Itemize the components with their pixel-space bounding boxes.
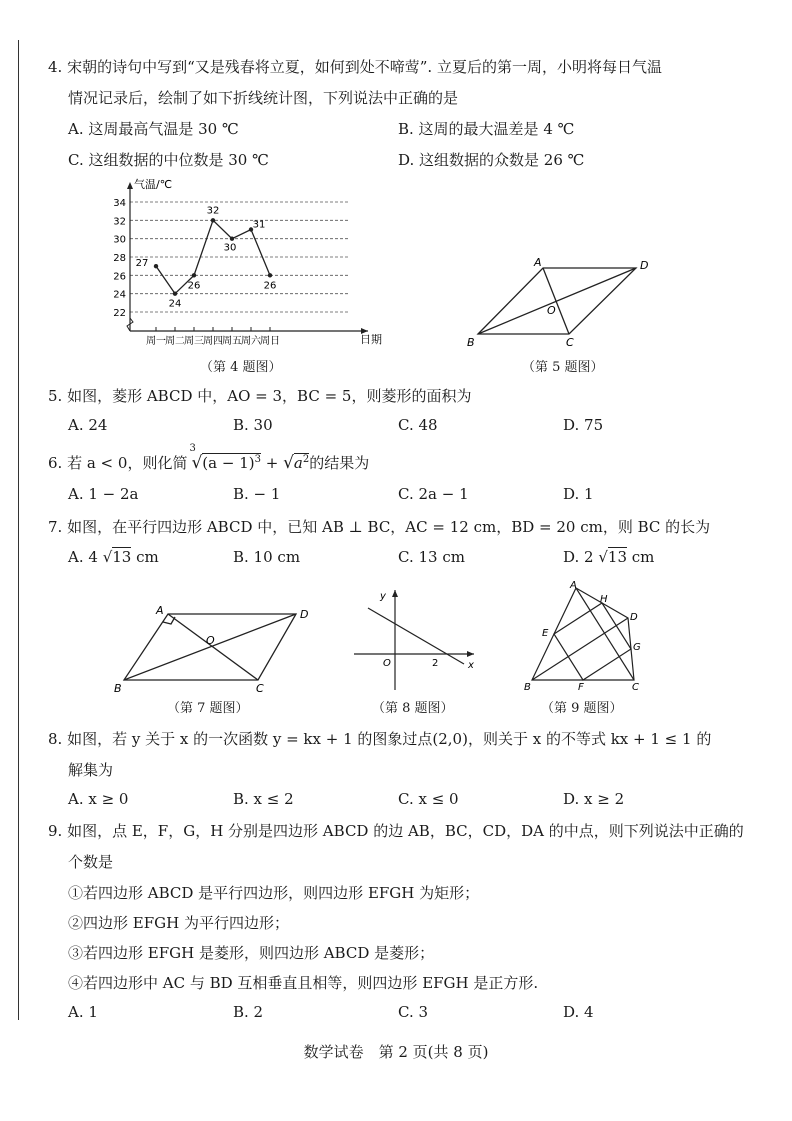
label-d: D [630, 612, 638, 623]
q6-radicand-1-base: (a − 1) [202, 454, 255, 472]
label-c: C [256, 682, 264, 695]
q4-option-d: D. 这组数据的众数是 26 ℃ [398, 151, 585, 169]
label-d: D [640, 259, 649, 272]
label-b: B [467, 336, 475, 349]
chart-y-ticks [113, 198, 126, 319]
chart-gridlines [130, 202, 350, 312]
q6-option-b: B. − 1 [233, 485, 281, 503]
label-c: C [632, 682, 639, 693]
label-c: C [566, 336, 574, 349]
q6-option-c: C. 2a − 1 [398, 485, 469, 503]
data-label: 26 [263, 280, 277, 292]
y-axis-arrow-icon [127, 182, 133, 189]
q4-option-b: B. 这周的最大温差是 4 ℃ [398, 120, 575, 138]
q8-option-d: D. x ≥ 2 [563, 790, 625, 808]
rhombus-figure-5 [462, 254, 662, 354]
q7-option-a-unit: cm [131, 548, 159, 566]
q6-radicand-2-exp: 2 [302, 454, 310, 465]
x-tick-label: 周日 [260, 336, 280, 347]
label-y: y [380, 591, 386, 602]
radical-icon: √ [102, 548, 113, 566]
label-b: B [524, 682, 531, 693]
radical-icon: √ [283, 453, 294, 473]
diagonal-ac [168, 614, 258, 680]
label-e: E [542, 628, 549, 639]
label-d: D [300, 608, 309, 621]
function-line [368, 608, 464, 664]
data-label: 30 [223, 242, 237, 254]
q4-stem-line1: 4. 宋朝的诗句中写到“又是残春将立夏，如何到处不啼莺”. 立夏后的第一周，小明将每日气温 [48, 58, 662, 76]
q5-stem: 5. 如图，菱形 ABCD 中，AO = 3，BC = 5，则菱形的面积为 [48, 387, 472, 405]
q9-option-b: B. 2 [233, 1003, 264, 1021]
q5-option-d: D. 75 [563, 416, 604, 434]
q6-radicand-1-exp: 3 [254, 454, 261, 465]
q7-option-d-unit: cm [627, 548, 655, 566]
q7-option-d-coef: D. 2 [563, 548, 594, 566]
q8-figure-caption: （第 8 题图） [372, 701, 454, 716]
q9-statement-1: ①若四边形 ABCD 是平行四边形，则四边形 EFGH 为矩形； [68, 884, 480, 902]
q7-option-d [563, 548, 654, 566]
y-tick-label: 30 [113, 234, 126, 246]
data-point [173, 291, 177, 295]
label-a: A [534, 256, 542, 269]
q9-stem-line1: 9. 如图，点 E，F，G，H 分别是四边形 ABCD 的边 AB，BC，CD，DA 的中点，则下列说法中正确的 [48, 822, 744, 840]
x-tick-label: 周四 [203, 336, 223, 347]
x-tick-label: 周一 [146, 336, 166, 347]
data-point [154, 264, 158, 268]
y-tick-label: 34 [113, 198, 126, 209]
q9-option-c: C. 3 [398, 1003, 429, 1021]
q9-statement-2: ②四边形 EFGH 为平行四边形； [68, 914, 289, 932]
q4-option-a: A. 这周最高气温是 30 ℃ [68, 120, 239, 138]
label-o: O [547, 304, 556, 317]
y-axis-arrow-icon [392, 590, 398, 597]
q7-option-a-radicand: 13 [112, 548, 132, 566]
q9-statement-3: ③若四边形 EFGH 是菱形，则四边形 ABCD 是菱形； [68, 944, 435, 962]
data-label: 32 [206, 205, 220, 217]
page-footer: 数学试卷 第 2 页(共 8 页) [303, 1043, 489, 1061]
q9-stem-line2: 个数是 [68, 853, 114, 871]
x-tick-label: 周五 [222, 336, 242, 347]
q8-option-b: B. x ≤ 2 [233, 790, 294, 808]
q4-stem-line2: 情况记录后，绘制了如下折线统计图，下列说法中正确的是 [68, 89, 459, 107]
x-tick-label: 周三 [184, 336, 204, 347]
q9-figure-caption: （第 9 题图） [541, 701, 623, 716]
data-label: 31 [252, 219, 266, 231]
chart-y-axis-label: 气温/℃ [134, 178, 173, 191]
y-tick-label: 32 [113, 216, 126, 228]
y-tick-label: 28 [113, 253, 126, 264]
chart-x-axis-label: 日期 [360, 333, 382, 346]
q6-plus: + [260, 454, 284, 472]
q7-option-a [68, 548, 159, 566]
q9-option-a: A. 1 [68, 1003, 98, 1021]
label-f: F [578, 682, 584, 693]
q6-prefix: 6. 若 a < 0，则化简 [48, 454, 188, 472]
chart-x-ticks [146, 327, 280, 347]
q6-suffix: 的结果为 [309, 454, 370, 472]
q6-root-index: 3 [189, 443, 196, 454]
x-axis-arrow-icon [467, 651, 474, 657]
radical-icon: √ [191, 453, 203, 473]
chart-axes [127, 182, 368, 334]
q7-stem: 7. 如图，在平行四边形 ABCD 中，已知 AB ⊥ BC，AC = 12 cm，BD = 20 cm，则 BC 的长为 [48, 518, 711, 536]
data-label: 27 [135, 258, 149, 270]
data-point [211, 218, 215, 222]
q7-option-a-coef: A. 4 [68, 548, 98, 566]
x-tick-label: 周六 [241, 336, 261, 347]
y-tick-label: 24 [113, 289, 126, 301]
q8-option-a: A. x ≥ 0 [68, 790, 129, 808]
q9-option-d: D. 4 [563, 1003, 594, 1021]
q6-cube-root [189, 443, 261, 473]
data-label: 24 [168, 298, 182, 310]
q6-radicand-1 [202, 453, 261, 472]
binding-margin-line [18, 40, 19, 1020]
label-o: O [206, 634, 215, 647]
label-h: H [600, 594, 608, 605]
linear-function-figure-8 [350, 586, 480, 696]
q8-stem-line2: 解集为 [68, 761, 114, 779]
y-tick-label: 26 [113, 271, 126, 283]
q5-option-a: A. 24 [68, 416, 108, 434]
q8-option-c: C. x ≤ 0 [398, 790, 459, 808]
q5-figure-caption: （第 5 题图） [522, 360, 604, 375]
q6-option-d: D. 1 [563, 485, 594, 503]
quadrilateral-figure-9 [520, 578, 650, 693]
y-tick-label: 22 [113, 308, 126, 319]
data-point [268, 273, 272, 277]
q6-stem [48, 443, 370, 473]
data-point [192, 273, 196, 277]
q9-statement-4: ④若四边形中 AC 与 BD 互相垂直且相等，则四边形 EFGH 是正方形. [68, 974, 539, 992]
q4-figure-caption: （第 4 题图） [200, 360, 282, 375]
data-label: 26 [187, 280, 201, 292]
diagonal-bd [124, 614, 296, 680]
label-origin: O [383, 658, 391, 669]
q6-radicand-2 [294, 453, 309, 472]
label-g: G [633, 642, 641, 653]
q7-figure-caption: （第 7 题图） [167, 701, 249, 716]
q5-option-b: B. 30 [233, 416, 273, 434]
q4-option-c: C. 这组数据的中位数是 30 ℃ [68, 151, 269, 169]
q7-option-b: B. 10 cm [233, 548, 301, 566]
q8-stem-line1: 8. 如图，若 y 关于 x 的一次函数 y = kx + 1 的图象过点(2,0)，则关于 x 的不等式 kx + 1 ≤ 1 的 [48, 730, 712, 748]
data-point [230, 236, 234, 240]
q6-option-a: A. 1 − 2a [68, 485, 139, 503]
radical-icon: √ [598, 548, 608, 566]
label-two: 2 [432, 658, 439, 669]
x-tick-label: 周二 [165, 336, 185, 347]
q6-radicand-2-base: a [293, 454, 303, 472]
label-a: A [156, 604, 164, 617]
label-x: x [468, 660, 474, 671]
label-a: A [570, 580, 577, 591]
temperature-line-chart [100, 176, 400, 352]
parallelogram-figure-7 [108, 600, 328, 695]
q7-option-c: C. 13 cm [398, 548, 465, 566]
q7-option-d-radicand: 13 [607, 548, 628, 566]
diagonal-bd [478, 268, 636, 334]
q5-option-c: C. 48 [398, 416, 438, 434]
label-b: B [114, 682, 122, 695]
